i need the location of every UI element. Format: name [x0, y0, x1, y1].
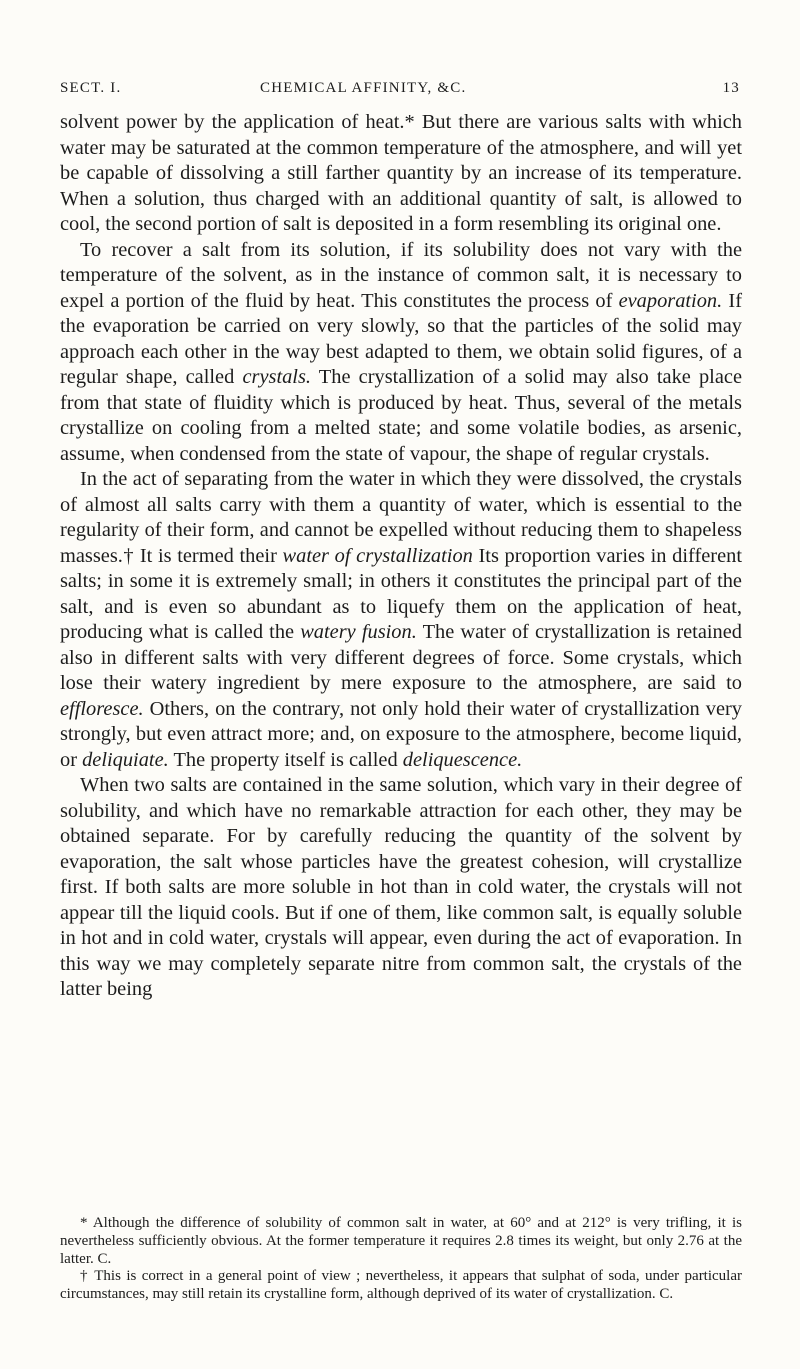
- page-number: 13: [722, 80, 740, 96]
- text-run: Its proportion varies in different salts; in some it is extremely small; in others it constitutes the principal part of the salt, and is even so abundant as to liquefy them on the application of heat, producing what is called the: [60, 544, 742, 643]
- italic-term: watery fusion.: [300, 621, 417, 643]
- italic-term: deliquiate.: [82, 748, 169, 771]
- text-run: In the act of separating from the water in which they were dissolved, the crystals of almost all salts carry with them a quantity of water, which is essential to the regularity of their form, and cannot be expelled without reducing them to shapeless masses.† It is termed their: [60, 468, 742, 567]
- text-run: If the evaporation be carried on very slowly, so that the particles of the solid may approach each other in the way best adapted to them, we obtain solid figures, of a regular shape, called: [60, 289, 742, 388]
- body-text: [60, 110, 742, 1003]
- text-run: The water of crystallization is retained also in different salts with very different degrees of force. Some crystals, which lose their watery ingredient by mere exposure to the atmosphere, are said to: [60, 621, 742, 694]
- footnote: † This is correct in a general point of view ; nevertheless, it appears that sulphat of soda, under particular circumstances, may still retain its crystalline form, although deprived of its water of crystallization. C.: [60, 1268, 742, 1303]
- text-run: Others, on the contrary, not only hold their water of crystallization very strongly, but even attract more; and, on exposure to the atmosphere, become liquid, or: [60, 697, 742, 771]
- paragraph: [60, 238, 742, 468]
- paragraph: [60, 773, 742, 1003]
- italic-term: deliquescence.: [402, 748, 523, 771]
- text-run: The crystallization of a solid may also take place from that state of fluidity which is produced by heat. Thus, several of the metals crystallize on cooling from a melted state; and some volatile bodies, as arsenic, assume, when condensed from the state of vapour, the shape of regular crystals.: [60, 366, 743, 465]
- paragraph: [60, 110, 742, 238]
- text-run: When two salts are contained in the same solution, which vary in their degree of solubility, and which have no remarkable attraction for each other, they may be obtained separate. For by carefully reducing the quantity of the solvent by evaporation, the salt whose particles have the greatest cohesion, will crystallize first. If both salts are more soluble in hot than in cold water, the crystals will not appear till the liquid cools. But if one of them, like common salt, is equally soluble in hot and in cold water, crystals will appear, even during the act of evaporation. In this way we may completely separate nitre from common salt, the crystals of the latter being: [60, 774, 742, 1000]
- text-run: The property itself is called: [168, 748, 403, 771]
- italic-term: water of crystallization: [282, 544, 473, 567]
- italic-term: crystals.: [242, 366, 311, 388]
- text-run: solvent power by the application of heat.* But there are various salts with which water may be saturated at the common temperature of the atmosphere, and will yet be capable of dissolving a still farther quantity by an increase of its temperature. When a solution, thus charged with an additional quantity of salt, is allowed to cool, the second portion of salt is deposited in a form resembling its original one.: [60, 111, 742, 235]
- italic-term: effloresce.: [60, 697, 144, 720]
- running-header: [60, 80, 740, 104]
- running-title: CHEMICAL AFFINITY, &C.: [260, 80, 467, 96]
- section-label: SECT. I.: [60, 80, 122, 96]
- footnote: * Although the difference of solubility of common salt in water, at 60° and at 212° is very trifling, it is nevertheless sufficiently obvious. At the former temperature it requires 2.8 times its weight, but only 2.76 at the latter. C.: [60, 1215, 742, 1267]
- footnotes: [60, 1215, 742, 1304]
- italic-term: evaporation.: [618, 289, 723, 312]
- text-run: To recover a salt from its solution, if its solubility does not vary with the temperature of the solvent, as in the instance of common salt, it is necessary to expel a portion of the fluid by heat. This constitutes the process of: [60, 238, 742, 312]
- paragraph: [60, 467, 742, 773]
